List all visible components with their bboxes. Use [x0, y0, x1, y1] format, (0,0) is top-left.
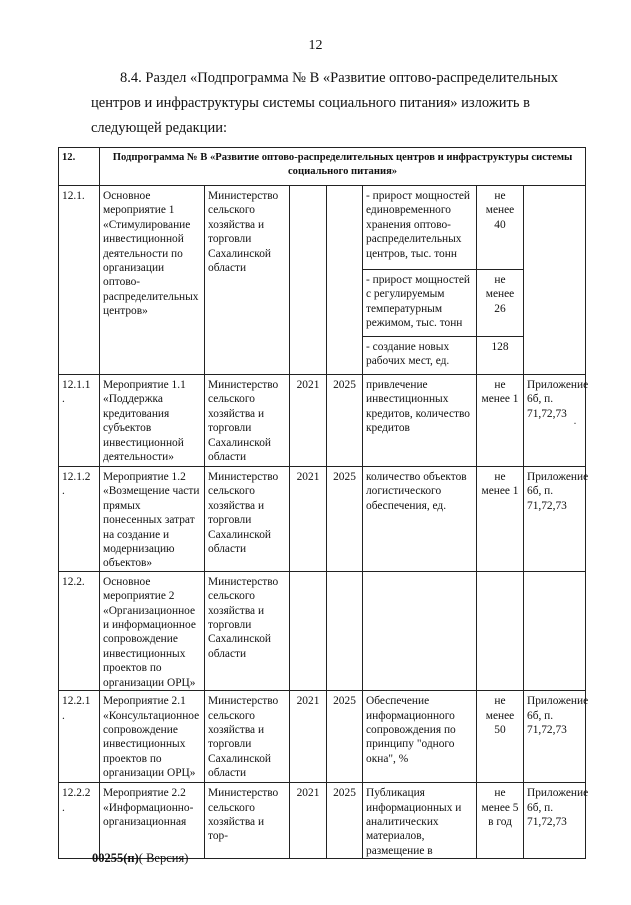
row-number [59, 467, 100, 572]
row-number-dot: . [62, 801, 65, 814]
row-event: Основное мероприятие 1 «Стимулирование инвестиционной деятельности по организации оптово-распределительных центров» [100, 186, 205, 375]
row-number: 12.2. [59, 571, 100, 690]
row-executor: Министерство сельского хозяйства и торговли Сахалинской области [205, 571, 290, 690]
row-event: Мероприятие 1.1 «Поддержка кредитования субъектов инвестиционной деятельности» [100, 375, 205, 467]
row-year-start [290, 186, 327, 375]
row-link [524, 186, 586, 375]
intro-paragraph [91, 66, 586, 141]
row-value: 128 [477, 337, 524, 375]
row-year-start: 2021 [290, 783, 327, 859]
row-link [524, 571, 586, 690]
row-number-text: 12.2.1 [62, 695, 91, 708]
table-row [59, 783, 586, 859]
row-executor: Министерство сельского хозяйства и торговли Сахалинской области [205, 691, 290, 783]
page-number: 12 [308, 38, 323, 53]
program-table [58, 147, 589, 859]
intro-line-1: 8.4. Раздел «Подпрограмма № В «Развитие оптово-распределительных [120, 70, 558, 86]
row-number-text: 12.1.2 [62, 471, 91, 483]
row-indicator: Обеспечение информационного сопровождения по принципу "одного окна", % [363, 691, 477, 783]
row-value: не менее 1 [477, 467, 524, 572]
row-number-text: 12.2.2 [62, 787, 91, 800]
row-year-start [290, 571, 327, 690]
row-year-start: 2021 [290, 375, 327, 467]
row-value: не менее 50 [477, 691, 524, 783]
header-number: 12. [59, 148, 100, 186]
row-year-end: 2025 [327, 467, 363, 572]
row-year-end: 2025 [327, 691, 363, 783]
intro-line-2: центров и инфраструктуры системы социального питания» изложить в [91, 95, 530, 111]
scan-speck: · [573, 416, 577, 430]
table-row [59, 691, 586, 783]
row-indicator: - прирост мощностей единовременного хранения оптово-распределительных центров, тыс. тонн [363, 186, 477, 270]
row-indicator: привлечение инвестиционных кредитов, количество кредитов [363, 375, 477, 467]
footer-code: 00255(п) [92, 851, 139, 865]
row-year-start: 2021 [290, 691, 327, 783]
row-indicator: Публикация информационных и аналитических материалов, размещение в [363, 783, 477, 859]
row-year-end [327, 571, 363, 690]
row-number-dot: . [62, 393, 65, 406]
row-value: не менее 40 [477, 186, 524, 270]
footer-version [92, 851, 188, 866]
row-event: Мероприятие 1.2 «Возмещение части прямых понесенных затрат на создание и модернизацию объектов» [100, 467, 205, 572]
row-value [477, 571, 524, 690]
row-link: Приложение 6б, п. 71,72,73 [524, 467, 586, 572]
row-year-end [327, 186, 363, 375]
table-row [59, 571, 586, 690]
row-executor: Министерство сельского хозяйства и тор- [205, 783, 290, 859]
row-executor: Министерство сельского хозяйства и торговли Сахалинской области [205, 186, 290, 375]
row-link: Приложение 6б, п. 71,72,73 [524, 375, 586, 467]
row-year-start: 2021 [290, 467, 327, 572]
table-row [59, 186, 586, 270]
table-row [59, 375, 586, 467]
row-number-dot: . [62, 485, 65, 498]
row-link: Приложение 6б, п. 71,72,73 [524, 691, 586, 783]
row-executor: Министерство сельского хозяйства и торговли Сахалинской области [205, 375, 290, 467]
row-year-end: 2025 [327, 783, 363, 859]
row-executor: Министерство сельского хозяйства и торговли Сахалинской области [205, 467, 290, 572]
row-value: не менее 5 в год [477, 783, 524, 859]
intro-line-3: следующей редакции: [91, 120, 228, 136]
row-number [59, 375, 100, 467]
row-number: 12.1. [59, 186, 100, 375]
header-title: Подпрограмма № В «Развитие оптово-распределительных центров и инфраструктуры системы социального питания» [100, 148, 586, 186]
row-indicator [363, 571, 477, 690]
footer-suffix: ( Версия) [138, 851, 189, 865]
row-number-dot: . [62, 709, 65, 722]
row-event: Основное мероприятие 2 «Организационное и информационное сопровождение инвестиционных проектов по организации ОРЦ» [100, 571, 205, 690]
row-event: Мероприятие 2.1 «Консультационное сопровождение инвестиционных проектов по организации ОРЦ» [100, 691, 205, 783]
row-year-end: 2025 [327, 375, 363, 467]
table-row [59, 467, 586, 572]
row-number [59, 691, 100, 783]
row-indicator: - прирост мощностей с регулируемым температурным режимом, тыс. тонн [363, 270, 477, 337]
row-value: не менее 1 [477, 375, 524, 467]
row-link: Приложение 6б, п. 71,72,73 [524, 783, 586, 859]
row-indicator: - создание новых рабочих мест, ед. [363, 337, 477, 375]
row-number-text: 12.1.1 [62, 379, 91, 391]
table-header-row [59, 148, 586, 186]
row-number [59, 783, 100, 859]
row-value: не менее 26 [477, 270, 524, 337]
row-indicator: количество объектов логистического обеспечения, ед. [363, 467, 477, 572]
row-event: Мероприятие 2.2 «Информационно-организационная [100, 783, 205, 859]
